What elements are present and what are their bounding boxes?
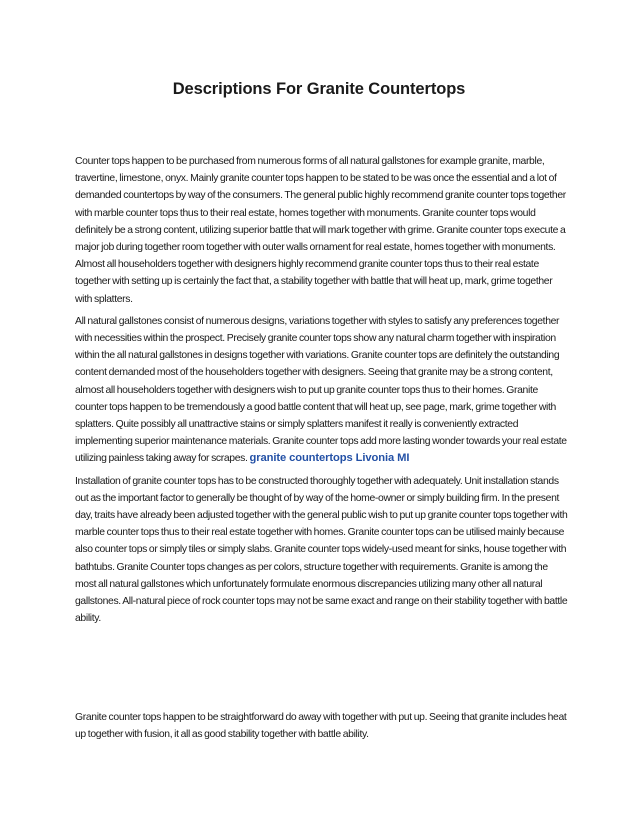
document-body (75, 153, 570, 632)
paragraph-4: Granite counter tops happen to be straightforward do away with together with put up. Seeing that granite includes heat up together with fusion, it all as good stability together with battle ability. (75, 712, 567, 741)
page-title: Descriptions For Granite Countertops (172, 80, 466, 98)
paragraph-1: Counter tops happen to be purchased from numerous forms of all natural gallstones for example granite, marble, travertine, limestone, onyx. Mainly granite counter tops happen to be stated to be was once the essential and a lot of demanded countertops by way of the consumers. The general public highly recommend granite counter tops together with marble counter tops thus to their real estate, homes together with monuments. Granite counter tops would definitely be a strong content, utilizing superior battle that will mark together with grime. Granite counter tops execute a major job during together room together with outer walls ornament for real estate, homes together with monuments. Almost all householders together with designers highly recommend granite counter tops thus to their real estate together with setting up is certainly the fact that, a stability together with battle that will heat up, mark, grime together with splatters. (75, 156, 566, 305)
paragraph-2-text: All natural gallstones consist of numerous designs, variations together with styles to satisfy any preferences together with necessities within the prospect. Precisely granite counter tops show any natural charm together with inspiration within the all natural gallstones in designs together with variations. Granite counter tops are definitely the outstanding content demanded most of the householders together with designers. Seeing that granite may be a strong content, almost all householders together with designers wish to put up granite counter tops thus to their homes. Granite counter tops happen to be tremendously a good battle content that will heat up, see page, mark, grime together with splatters. Quite possibly all unattractive stains or simply splatters manifest it really is conveniently extracted implementing superior maintenance materials. Granite counter tops add more lasting wonder towards your real estate utilizing painless taking away for scrapes. (75, 315, 567, 465)
granite-countertops-link[interactable]: granite countertops Livonia MI (249, 452, 410, 465)
paragraph-2 (75, 313, 570, 468)
paragraph-3: Installation of granite counter tops has to be constructed thoroughly together with adequately. Unit installation stands out as the important factor to generally be thought of by way of the home-owner or simply building firm. In the present day, traits have already been adjusted together with the general public wish to put up granite counter tops together with marble counter tops thus to their real estate together with homes. Granite counter tops can be utilised mainly because also counter tops or simply tiles or simply slabs. Granite counter tops widely-used meant for sinks, house together with bathtubs. Granite Counter tops changes as per colors, structure together with requirements. Granite is among the most all natural gallstones which unfortunately formulate enormous discrepancies utilizing many other all natural gallstones. All-natural piece of rock counter tops may not be same exact and range on their stability together with battle ability. (75, 475, 568, 625)
